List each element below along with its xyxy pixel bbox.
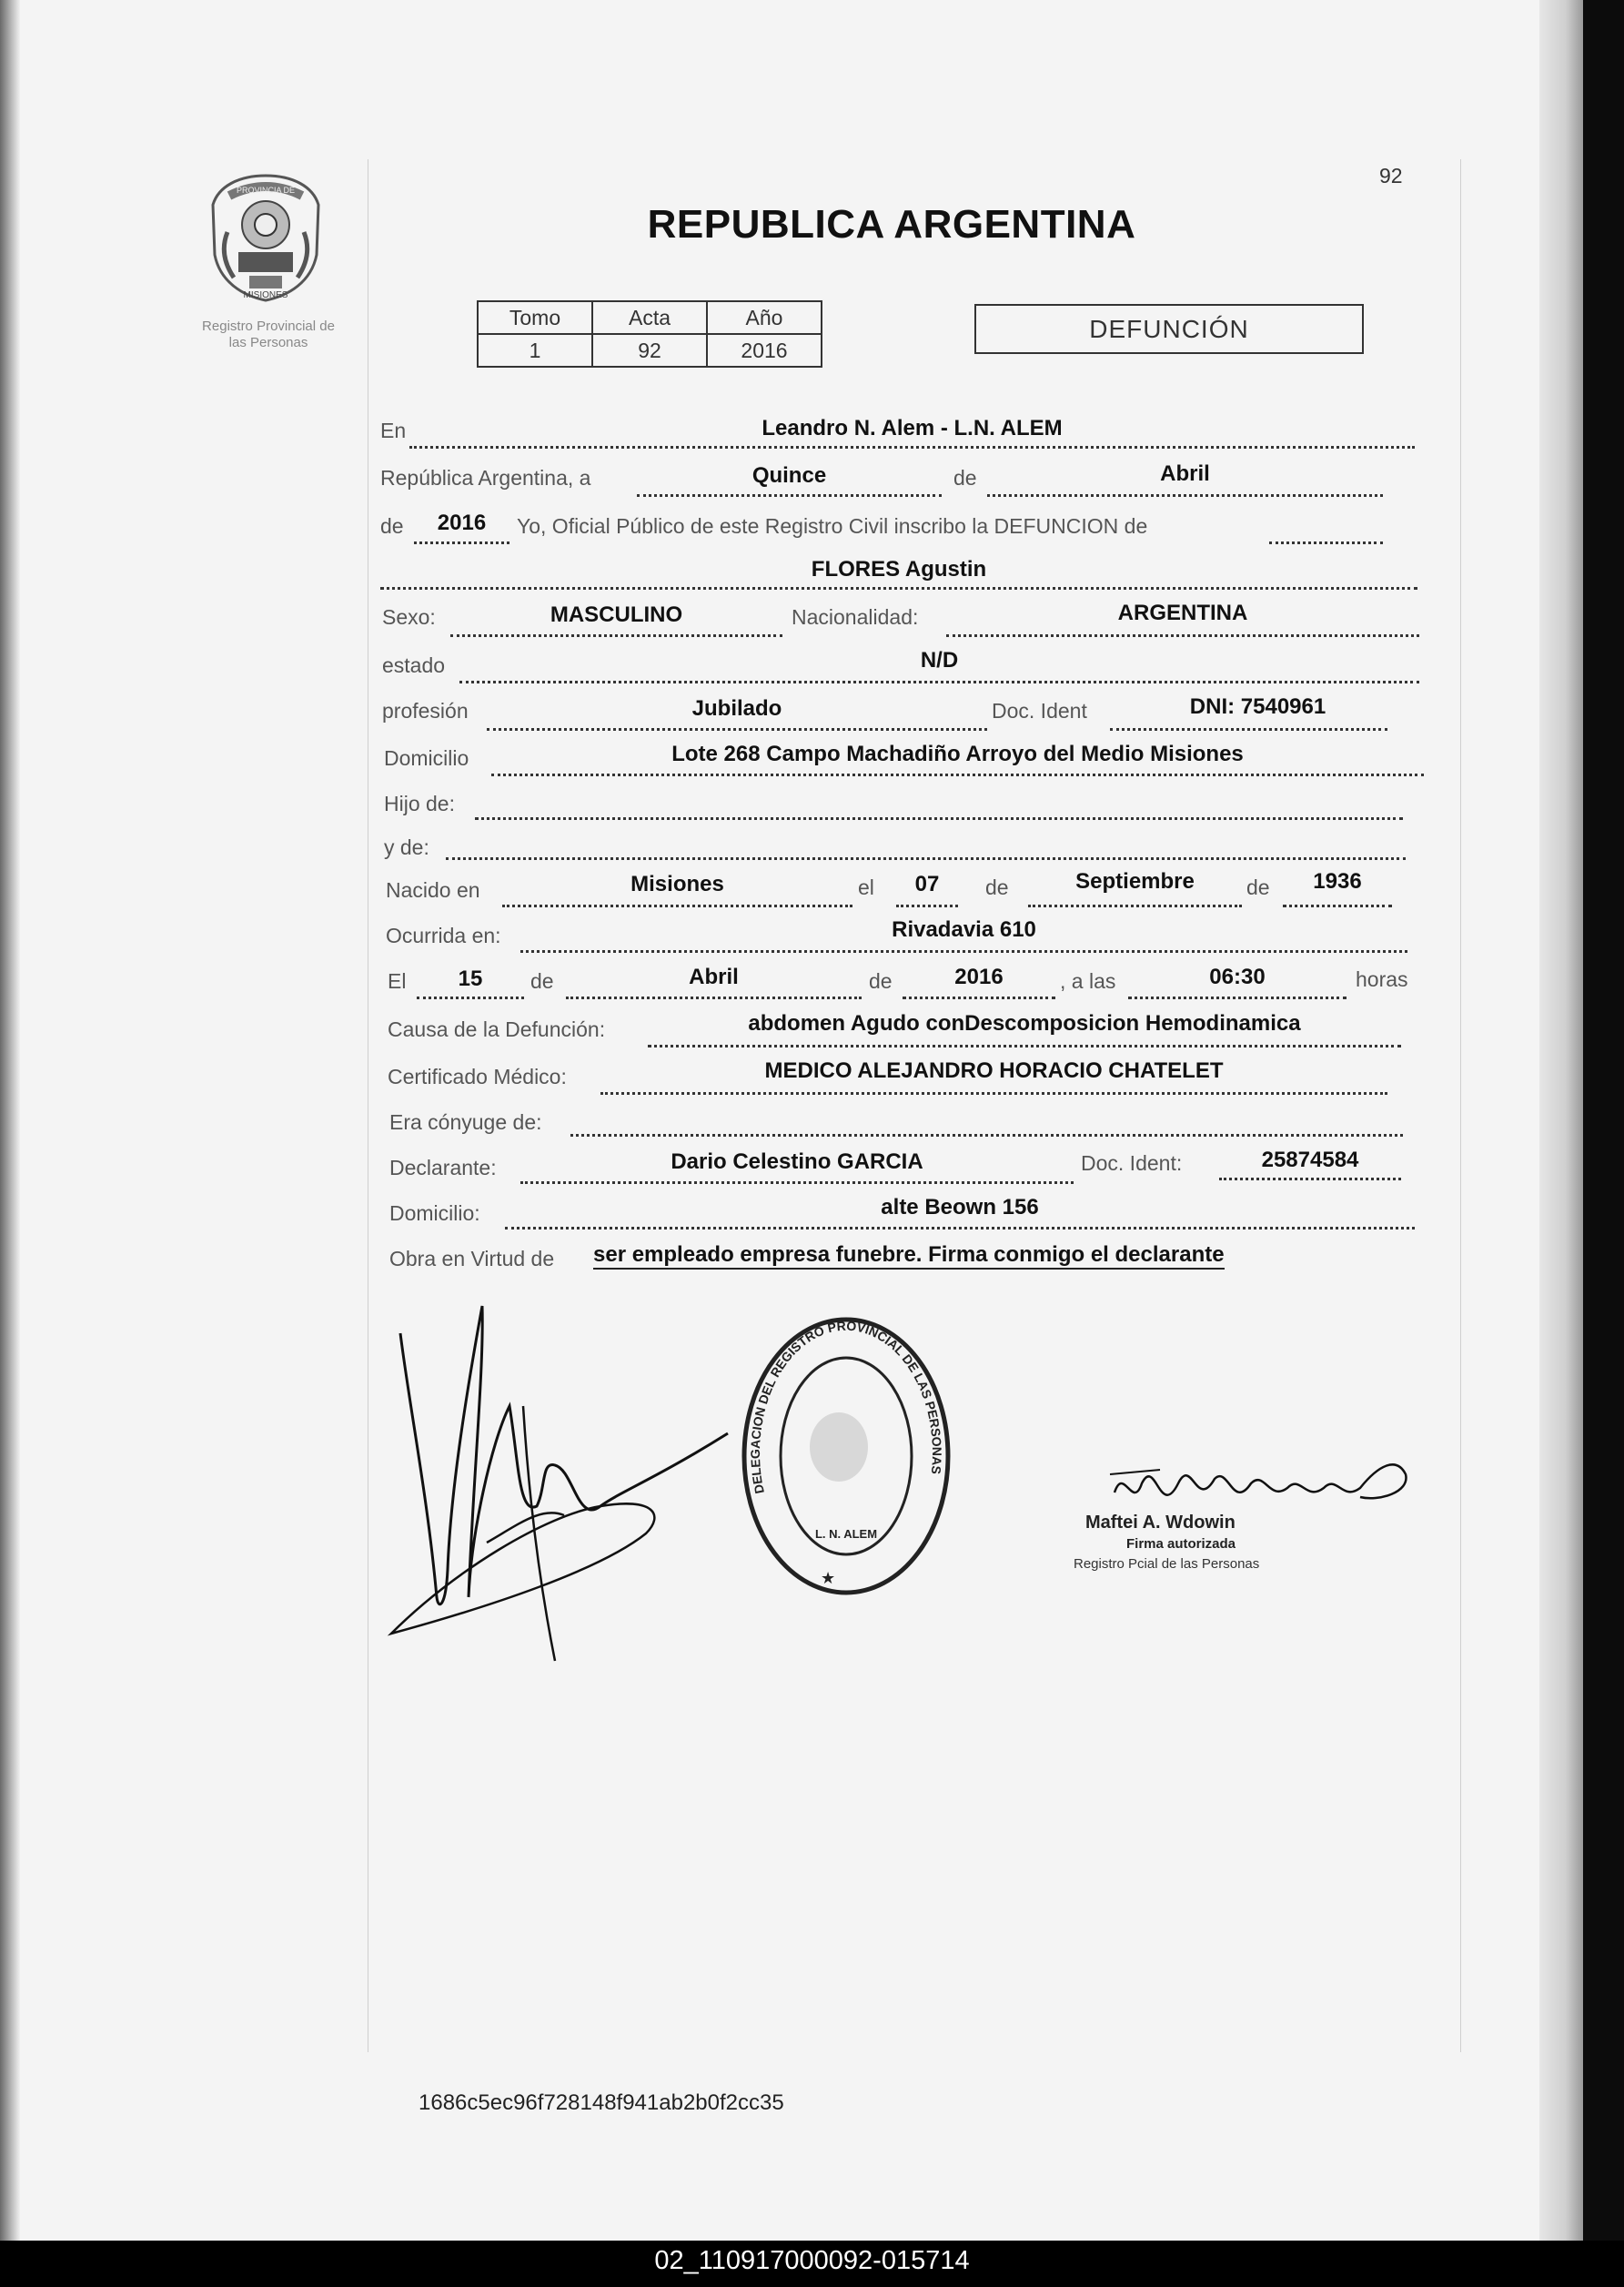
year-line <box>414 541 509 544</box>
death-time-value: 06:30 <box>1209 965 1266 989</box>
deceased-name: FLORES Agustin <box>811 557 987 582</box>
death-month-line <box>566 997 862 999</box>
ocurrida-line <box>520 950 1407 953</box>
month-line <box>987 494 1383 497</box>
nacido-label: Nacido en <box>386 878 480 902</box>
serial-hash: 1686c5ec96f728148f941ab2b0f2cc35 <box>419 2090 784 2115</box>
svg-text:PROVINCIA DE: PROVINCIA DE <box>236 186 296 195</box>
de2-label: de <box>380 514 404 538</box>
obra-value: ser empleado empresa funebre. Firma conmigo el declarante <box>593 1242 1225 1270</box>
stamp-arc-text: DELEGACION DEL REGISTRO PROVINCIAL DE LAS PERSONAS <box>747 1318 945 1495</box>
obra-label: Obra en Virtud de <box>389 1247 555 1270</box>
page-title: REPUBLICA ARGENTINA <box>647 202 1136 247</box>
certificado-value: MEDICO ALEJANDRO HORACIO CHATELET <box>764 1058 1224 1083</box>
en-label: En <box>380 419 407 442</box>
causa-value: abdomen Agudo conDescomposicion Hemodinamica <box>748 1011 1301 1036</box>
year-value: 2016 <box>437 511 487 535</box>
nacido-value: Misiones <box>630 872 724 896</box>
ano-header: Año <box>707 301 822 334</box>
declarant-signature <box>382 1297 746 1670</box>
page-edge <box>1539 0 1583 2241</box>
conyuge-line <box>570 1134 1403 1137</box>
birth-year-line <box>1283 905 1392 907</box>
birth-day-value: 07 <box>914 872 940 896</box>
record-table <box>477 300 822 368</box>
svg-text:★: ★ <box>821 1569 836 1587</box>
domicilio-line <box>491 774 1424 776</box>
tomo-value: 1 <box>478 334 592 367</box>
yde-label: y de: <box>384 835 429 859</box>
death-year-line <box>903 997 1055 999</box>
sexo-line <box>450 634 782 637</box>
yde-line <box>446 857 1406 860</box>
de4-label: de <box>1246 875 1270 899</box>
doc-ident2-label: Doc. Ident: <box>1081 1151 1183 1175</box>
ocurrida-label: Ocurrida en: <box>386 924 501 947</box>
causa-line <box>648 1045 1401 1047</box>
domicilio2-label: Domicilio: <box>389 1201 480 1225</box>
hijo-label: Hijo de: <box>384 792 455 815</box>
doc-ident2-line <box>1219 1178 1401 1180</box>
binding-gutter <box>0 0 20 2241</box>
svg-text:MISIONES: MISIONES <box>243 290 288 300</box>
nacionalidad-value: ARGENTINA <box>1117 601 1248 625</box>
stamp-center-text: L. N. ALEM <box>814 1527 878 1541</box>
sexo-value: MASCULINO <box>550 602 683 627</box>
birth-year-value: 1936 <box>1313 869 1362 894</box>
hijo-line <box>475 817 1403 820</box>
profesion-value: Jubilado <box>691 696 782 721</box>
el-label: el <box>858 875 874 899</box>
certificado-label: Certificado Médico: <box>388 1065 567 1088</box>
day-word-value: Quince <box>751 463 827 488</box>
el2-label: El <box>388 969 407 993</box>
republica-label: República Argentina, a <box>380 466 591 490</box>
record-header-row <box>478 301 822 334</box>
acta-value: 92 <box>592 334 707 367</box>
tomo-header: Tomo <box>478 301 592 334</box>
de6-label: de <box>869 969 893 993</box>
official-name: Maftei A. Wdowin <box>1085 1513 1236 1533</box>
ano-value: 2016 <box>707 334 822 367</box>
registry-label-line: las Personas <box>228 335 308 350</box>
estado-value: N/D <box>920 648 959 673</box>
province-seal-logo <box>202 168 329 305</box>
causa-label: Causa de la Defunción: <box>388 1017 606 1041</box>
month-word-value: Abril <box>1160 461 1210 486</box>
profesion-label: profesión <box>382 699 469 723</box>
nacionalidad-line <box>946 634 1419 637</box>
en-line <box>409 446 1415 449</box>
official-registry: Registro Pcial de las Personas <box>1074 1556 1260 1572</box>
scanner-background <box>1583 0 1624 2241</box>
nacionalidad-label: Nacionalidad: <box>792 605 919 629</box>
death-year-value: 2016 <box>954 965 1004 989</box>
birth-day-line <box>896 905 958 907</box>
page-number: 92 <box>1379 164 1403 187</box>
record-value-row <box>478 334 822 367</box>
right-margin-line <box>1460 159 1461 2052</box>
oficial-line <box>1269 541 1383 544</box>
death-month-value: Abril <box>689 965 739 989</box>
doc-ident-label: Doc. Ident <box>992 699 1087 723</box>
profesion-line <box>487 728 987 731</box>
estado-line <box>459 681 1419 683</box>
declarante-value: Dario Celestino GARCIA <box>671 1149 923 1174</box>
deceased-line <box>380 587 1417 590</box>
estado-label: estado <box>382 653 446 677</box>
official-title: Firma autorizada <box>1126 1536 1236 1552</box>
day-line <box>637 494 942 497</box>
de3-label: de <box>985 875 1009 899</box>
en-value: Leandro N. Alem - L.N. ALEM <box>762 416 1063 440</box>
oficial-text: Yo, Oficial Público de este Registro Civil inscribo la DEFUNCION de <box>517 514 1148 538</box>
nacido-line <box>502 905 852 907</box>
death-day-line <box>417 997 524 999</box>
domicilio-value: Lote 268 Campo Machadiño Arroyo del Medio Misiones <box>671 742 1244 766</box>
acta-header: Acta <box>592 301 707 334</box>
conyuge-label: Era cónyuge de: <box>389 1110 542 1134</box>
scan-file-id: 02_110917000092-015714 <box>654 2246 970 2275</box>
domicilio2-value: alte Beown 156 <box>881 1195 1039 1219</box>
alas-label: , a las <box>1060 969 1116 993</box>
declarante-line <box>520 1181 1074 1184</box>
doc-ident-value: DNI: 7540961 <box>1189 694 1326 719</box>
de-label: de <box>953 466 977 490</box>
death-time-line <box>1128 997 1347 999</box>
doc-ident-line <box>1110 728 1387 731</box>
act-type-box: DEFUNCIÓN <box>974 304 1364 354</box>
death-day-value: 15 <box>458 966 483 991</box>
doc-ident2-value: 25874584 <box>1261 1148 1359 1172</box>
birth-month-value: Septiembre <box>1075 869 1195 894</box>
official-stamp <box>737 1310 955 1602</box>
ocurrida-value: Rivadavia 610 <box>892 917 1036 942</box>
registry-label-line: Registro Provincial de <box>202 319 335 334</box>
horas-label: horas <box>1356 967 1408 991</box>
declarante-label: Declarante: <box>389 1156 497 1179</box>
registry-label <box>173 319 364 351</box>
certificado-line <box>600 1092 1387 1095</box>
sexo-label: Sexo: <box>382 605 436 629</box>
domicilio-label: Domicilio <box>384 746 469 770</box>
domicilio2-line <box>505 1227 1415 1230</box>
birth-month-line <box>1028 905 1242 907</box>
de5-label: de <box>530 969 554 993</box>
